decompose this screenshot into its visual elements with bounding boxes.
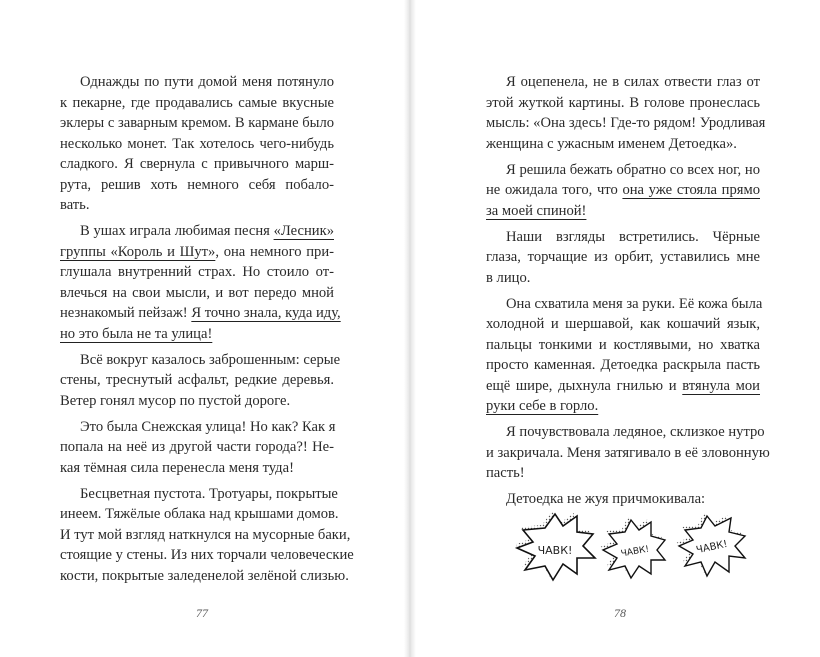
text-line	[60, 391, 334, 412]
text-line	[60, 370, 334, 391]
text-line	[486, 314, 760, 335]
text-segment: незнакомый пейзаж!	[60, 305, 192, 321]
text-line	[60, 484, 338, 505]
text-segment: влечься на свои мысли, и вот передо мной	[60, 284, 334, 301]
text-segment: кая тёмная сила перенесла меня туда!	[60, 459, 294, 476]
text-line	[60, 417, 334, 438]
paragraph	[60, 484, 354, 587]
sound-effect-1: ЧАВК!	[537, 544, 573, 557]
underlined-text: руки себе в горло.	[486, 398, 599, 414]
text-line	[486, 93, 760, 114]
text-segment: Ветер гонял мусор по пустой дороге.	[60, 392, 291, 409]
page-right-text	[486, 72, 770, 515]
underlined-text: втянула мои	[682, 377, 760, 394]
text-segment: попала на неё из другой части города?! Не-	[60, 439, 334, 455]
sound-effect-2: ЧАВК!	[620, 544, 650, 560]
text-segment: Она схватила меня за руки. Её кожа была	[506, 295, 763, 312]
text-segment: Это была Снежская улица! Но как? Как я	[80, 418, 336, 435]
text-segment: глаза, торчащие из орбит, уставились мне	[486, 249, 760, 265]
text-line	[486, 422, 765, 443]
text-line	[486, 113, 766, 134]
text-segment: сладкого. Я свернула с привычного марш-	[60, 156, 334, 172]
paragraph	[60, 350, 341, 412]
text-segment: Я оцепенела, не в силах отвести глаз от	[506, 74, 760, 90]
text-line	[60, 154, 334, 175]
text-segment: этой жуткой картины. В голове пронеслась	[486, 94, 760, 111]
text-segment: пальцы тонкими и костлявыми, но хватка	[486, 336, 760, 353]
text-segment: Наши взгляды встретились. Чёрные	[506, 228, 760, 245]
text-segment: пасть!	[486, 465, 525, 481]
paragraph	[486, 294, 763, 417]
text-segment: эклеры с заварным кремом. В кармане было	[60, 115, 335, 131]
text-segment: Я почувствовала ледяное, склизкое нутро	[506, 424, 765, 440]
text-segment: стены, треснутый асфальт, редкие деревья.	[60, 372, 334, 388]
burst-2	[600, 517, 665, 578]
text-segment: и закричала. Меня затягивало в её зловонную	[486, 444, 770, 461]
text-line	[486, 247, 760, 268]
text-line	[60, 262, 334, 283]
text-segment: ещё шире, дыхнула гнилью и	[486, 377, 683, 394]
text-line	[486, 396, 760, 417]
page-number-left: 77	[196, 606, 208, 620]
text-line	[486, 294, 763, 315]
text-segment: Детоедка не жуя причмокивала:	[506, 491, 706, 507]
page-left-text	[60, 72, 354, 592]
text-line	[486, 134, 760, 155]
text-line	[60, 113, 334, 134]
text-line	[60, 303, 341, 324]
paragraph	[60, 417, 334, 479]
paragraph	[60, 72, 334, 216]
paragraph	[486, 72, 766, 154]
underlined-text: она уже стояла прямо	[622, 182, 760, 198]
text-segment: к пекарне, где продавались самые вкусные	[60, 94, 334, 111]
text-line	[60, 134, 334, 155]
paragraph	[486, 489, 760, 510]
text-line	[60, 93, 334, 114]
page-number-right: 78	[614, 606, 626, 620]
paragraph	[486, 422, 770, 484]
underlined-text: Я точно знала, куда иду,	[191, 305, 341, 321]
text-line	[60, 242, 334, 263]
underlined-text: но это была не та улица!	[60, 325, 213, 342]
underlined-text: «Лесник»	[273, 223, 334, 239]
text-line	[60, 504, 339, 525]
text-line	[60, 437, 334, 458]
paragraph	[486, 160, 760, 222]
text-line	[486, 376, 760, 397]
text-line	[486, 180, 760, 201]
text-line	[486, 268, 760, 289]
text-line	[60, 72, 334, 93]
text-segment: , она немного при-	[215, 243, 334, 260]
text-line	[60, 545, 354, 566]
text-line	[60, 525, 351, 546]
text-line	[486, 335, 760, 356]
text-segment: Бесцветная пустота. Тротуары, покрытые	[80, 485, 338, 502]
burst-3	[676, 513, 745, 576]
sound-effect-illustration	[515, 512, 755, 588]
text-segment: вать.	[60, 197, 90, 213]
text-line	[486, 160, 760, 181]
text-segment: не ожидала того, что	[486, 182, 623, 198]
text-segment: мысль: «Она здесь! Где-то рядом! Уродливая	[486, 115, 766, 131]
text-line	[486, 355, 760, 376]
burst-1	[515, 512, 595, 580]
text-line	[486, 489, 760, 510]
text-line	[60, 350, 341, 371]
text-line	[486, 463, 760, 484]
text-segment: рута, решив хоть немного себя побало-	[60, 176, 334, 193]
text-line	[486, 72, 760, 93]
text-segment: кости, покрытые заледенелой зелёной слизью.	[60, 567, 349, 584]
paragraph	[60, 221, 341, 344]
text-line	[60, 195, 334, 216]
text-segment: Однажды по пути домой меня потянуло	[80, 74, 334, 90]
text-segment: инеем. Тяжёлые облака над крышами домов.	[60, 506, 339, 522]
sound-effect-3: ЧАВК!	[695, 538, 729, 557]
text-line	[486, 443, 770, 464]
underlined-text: группы «Король и Шут»	[60, 243, 216, 260]
text-segment: В ушах играла любимая песня	[80, 223, 274, 239]
text-line	[60, 283, 334, 304]
text-segment: просто каменная. Детоедка раскрыла пасть	[486, 357, 760, 373]
text-line	[486, 227, 760, 248]
text-line	[486, 201, 760, 222]
text-segment: несколько монет. Так хотелось чего-нибудь	[60, 135, 334, 152]
paragraph	[486, 227, 760, 289]
underlined-text: за моей спиной!	[486, 202, 587, 219]
text-segment: стоящие у стены. Из них торчали человеческие	[60, 547, 354, 563]
book-gutter	[404, 0, 416, 657]
text-line	[60, 221, 334, 242]
text-segment: Я решила бежать обратно со всех ног, но	[506, 161, 760, 178]
text-line	[60, 324, 334, 345]
text-line	[60, 175, 334, 196]
text-segment: в лицо.	[486, 269, 531, 286]
text-line	[60, 458, 334, 479]
text-line	[60, 566, 349, 587]
text-segment: женщина с ужасным именем Детоедка».	[486, 135, 737, 152]
text-segment: глушала внутренний страх. Но стоило от-	[60, 264, 334, 280]
text-segment: холодной и шершавой, как кошачий язык,	[486, 316, 760, 332]
text-segment: Всё вокруг казалось заброшенным: серые	[80, 351, 341, 368]
text-segment: И тут мой взгляд наткнулся на мусорные баки,	[60, 526, 351, 543]
